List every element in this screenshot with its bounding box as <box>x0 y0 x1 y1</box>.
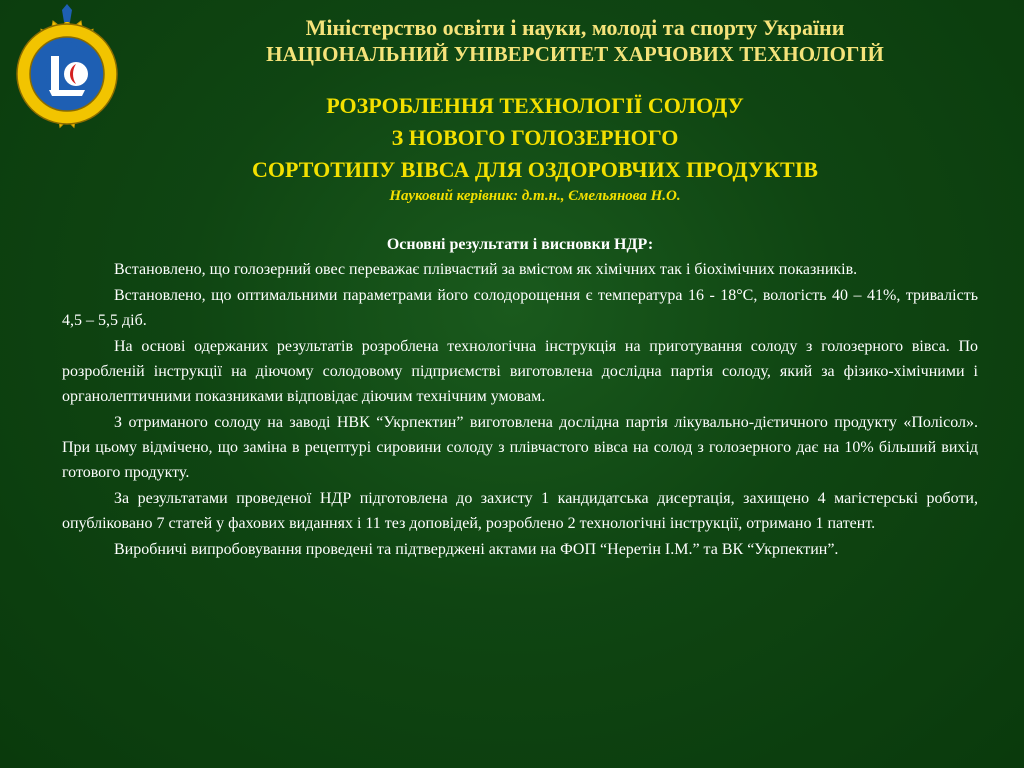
result-paragraph: За результатами проведеної НДР підготовлена до захисту 1 кандидатська дисертація, захищено 4 магістерські роботи, опубліковано 7 статей у фахових виданнях і 11 тез доповідей, розроблено 2 технологічні інструкції, отримано 1 патент. <box>62 490 978 532</box>
university-emblem-icon <box>4 4 130 152</box>
title-line-1: РОЗРОБЛЕННЯ ТЕХНОЛОГІЇ СОЛОДУ <box>326 93 744 118</box>
results-heading: Основні результати і висновки НДР: <box>386 236 654 253</box>
project-title <box>140 90 930 186</box>
results-section <box>62 234 978 563</box>
title-line-2: З НОВОГО ГОЛОЗЕРНОГО <box>391 125 679 150</box>
result-paragraph: Встановлено, що оптимальними параметрами його солодорощення є температура 16 - 18°С, вологість 40 – 41%, тривалість 4,5 – 5,5 діб. <box>62 287 978 329</box>
supervisor-line: Науковий керівник: д.т.н., Ємельянова Н.О. <box>389 188 681 204</box>
ministry-name: Міністерство освіти і науки, молоді та спорту України <box>305 15 845 40</box>
result-paragraph: З отриманого солоду на заводі НВК “Укрпектин” виготовлена дослідна партія лікувально-дієтичного продукту «Полісол». При цьому відмічено, що заміна в рецептурі сировини солоду з плівчастого вівса на солод з голозерного дає на 10% більший вихід готового продукту. <box>62 414 978 481</box>
result-paragraph: Встановлено, що голозерний овес переважає плівчастий за вмістом як хімічних так і біохімічних показників. <box>114 261 858 278</box>
university-logo <box>4 4 130 152</box>
result-paragraph: Виробничі випробовування проведені та підтверджені актами на ФОП “Неретін І.М.” та ВК “Укрпектин”. <box>114 541 839 558</box>
result-paragraph: На основі одержаних результатів розроблена технологічна інструкція на приготування солоду з голозерного вівса. По розробленій інструкції на діючому солодовому підприємстві виготовлена дослідна партія солоду, який за фізико-хімічними і органолептичними показниками відповідає діючим технічним умовам. <box>62 338 978 405</box>
title-line-3: СОРТОТИПУ ВІВСА ДЛЯ ОЗДОРОВЧИХ ПРОДУКТІВ <box>252 157 818 182</box>
university-name: НАЦІОНАЛЬНИЙ УНІВЕРСИТЕТ ХАРЧОВИХ ТЕХНОЛОГІЙ <box>266 42 884 66</box>
header <box>140 14 1010 68</box>
